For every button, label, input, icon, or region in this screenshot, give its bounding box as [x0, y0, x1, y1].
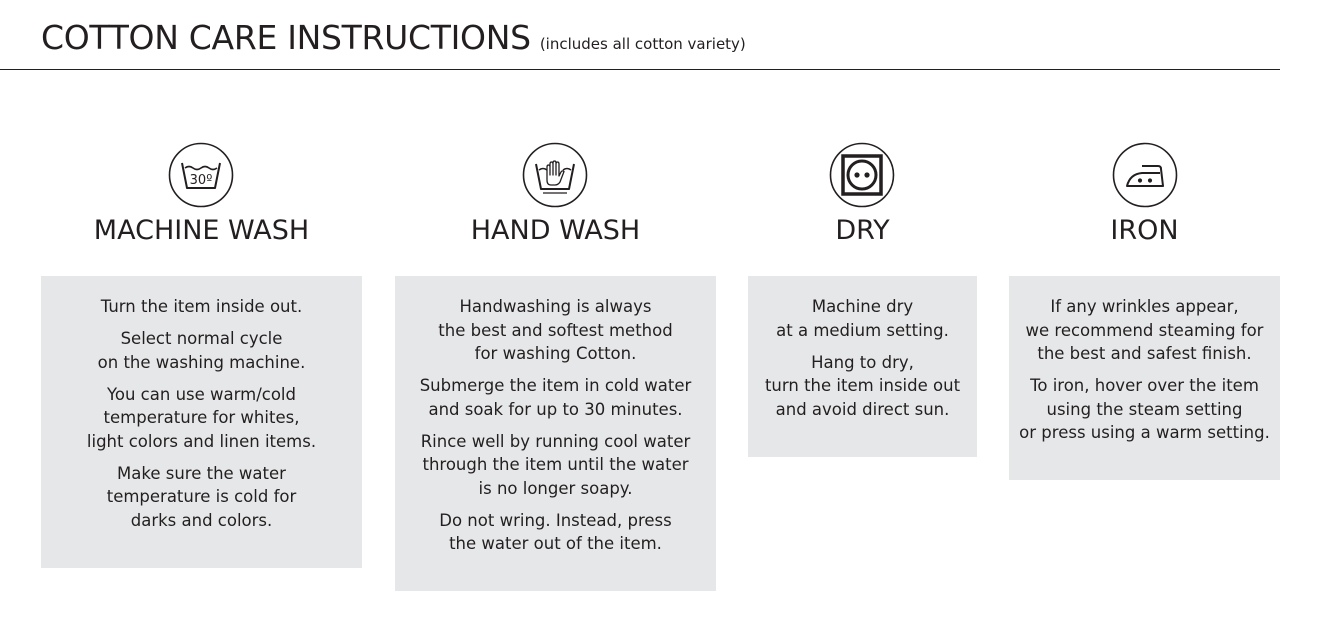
instruction-paragraph: Do not wring. Instead, press the water out of the item. [439, 510, 672, 553]
machine-wash-30-icon [168, 142, 234, 208]
machine-wash-card [41, 276, 362, 568]
header-divider [0, 69, 1280, 70]
dry-heading: DRY [835, 215, 890, 246]
machine-wash-heading: MACHINE WASH [93, 215, 310, 246]
instruction-paragraph: Select normal cycle on the washing machine. [97, 329, 306, 372]
dry-card [748, 276, 977, 457]
instruction-paragraph: Make sure the water temperature is cold for darks and colors. [106, 463, 297, 530]
instruction-paragraph: Handwashing is always the best and softest method for washing Cotton. [438, 297, 673, 363]
page-title: COTTON CARE INSTRUCTIONS [41, 18, 531, 57]
hand-wash-card [395, 276, 716, 591]
instruction-paragraph: Turn the item inside out. [100, 297, 303, 316]
hand-wash-heading: HAND WASH [470, 215, 641, 246]
page-subtitle: (includes all cotton variety) [539, 35, 746, 53]
instruction-paragraph: Hang to dry, turn the item inside out and avoid direct sun. [764, 352, 961, 419]
instruction-paragraph: If any wrinkles appear, we recommend steaming for the best and safest finish. [1025, 297, 1264, 363]
hand-wash-icon [522, 142, 588, 208]
instruction-paragraph: To iron, hover over the item using the steam setting or press using a warm setting. [1019, 376, 1270, 442]
instruction-paragraph: Rince well by running cool water through the item until the water is no longer soapy. [420, 431, 691, 498]
instruction-paragraph: Machine dry at a medium setting. [776, 297, 949, 340]
page-header [41, 18, 1280, 62]
instruction-paragraph: Submerge the item in cold water and soak for up to 30 minutes. [419, 376, 692, 419]
iron-medium-icon [1112, 142, 1178, 208]
iron-card [1009, 276, 1280, 480]
svg-text:30º: 30º [189, 173, 213, 188]
instruction-paragraph: You can use warm/cold temperature for whites, light colors and linen items. [86, 384, 317, 451]
iron-heading: IRON [1110, 215, 1179, 246]
tumble-dry-medium-icon [829, 142, 895, 208]
